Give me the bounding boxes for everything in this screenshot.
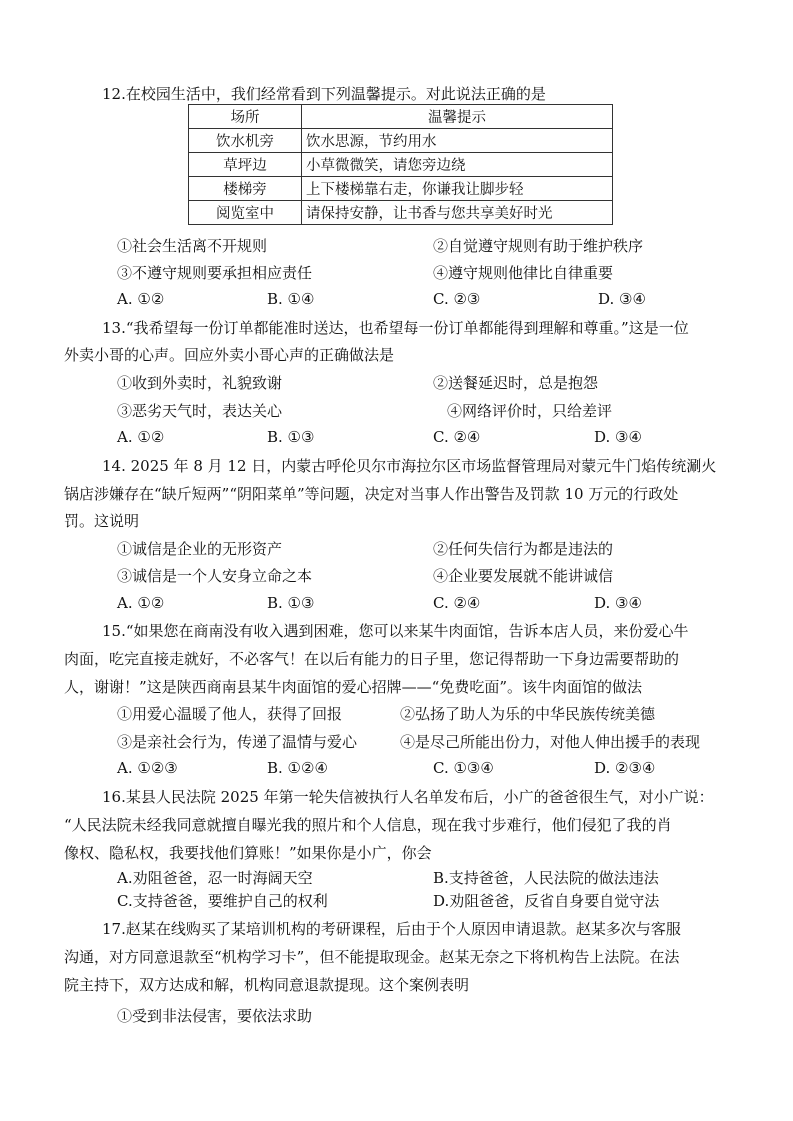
statement-3: ③不遵守规则要承担相应责任 <box>117 264 313 282</box>
table-cell: 上下楼梯靠右走，你谦我让脚步轻 <box>302 177 613 201</box>
statement-1: ①诚信是企业的无形资产 <box>117 540 283 558</box>
statement-2: ②自觉遵守规则有助于维护秩序 <box>433 237 644 255</box>
choice-b: B. ①④ <box>267 290 315 308</box>
choice-b: B.支持爸爸，人民法院的做法违法 <box>433 869 659 887</box>
statement-3: ③恶劣天气时，表达关心 <box>117 402 283 420</box>
choice-d: D. ②③④ <box>594 759 656 777</box>
choice-b: B. ①②④ <box>267 759 328 777</box>
table-header-row <box>189 105 613 129</box>
statement-4: ④遵守规则他律比自律重要 <box>433 264 614 282</box>
choice-d: D. ③④ <box>598 290 646 308</box>
choice-c: C. ②④ <box>433 428 481 446</box>
question-15-stem: 15.“如果您在商南没有收入遇到困难，您可以来某牛肉面馆，告诉本店人员，来份爱心牛 <box>102 622 689 640</box>
statement-4: ④是尽己所能出份力，对他人伸出援手的表现 <box>400 733 701 751</box>
question-13-stem: 13.“我希望每一份订单都能准时送达，也希望每一份订单都能得到理解和尊重。”这是一位 <box>102 319 689 337</box>
table-cell: 饮水思源，节约用水 <box>302 129 613 153</box>
question-15-stem-cont: 人，谢谢！”这是陕西商南县某牛肉面馆的爱心招牌——“免费吃面”。该牛肉面馆的做法 <box>64 678 643 696</box>
choice-c: C. ②③ <box>433 290 481 308</box>
choice-c: C. ②④ <box>433 594 481 612</box>
choice-c: C.支持爸爸，要维护自己的权利 <box>117 892 328 910</box>
question-12-stem: 12.在校园生活中，我们经常看到下列温馨提示。对此说法正确的是 <box>102 85 546 103</box>
choice-d: D. ③④ <box>594 594 642 612</box>
question-15-stem-cont: 肉面，吃完直接走就好，不必客气！在以后有能力的日子里，您记得帮助一下身边需要帮助的 <box>64 650 680 668</box>
statement-2: ②任何失信行为都是违法的 <box>433 540 614 558</box>
statement-2: ②送餐延迟时，总是抱怨 <box>433 374 599 392</box>
question-14-stem-cont: 锅店涉嫌存在“缺斤短两”“阴阳菜单”等问题，决定对当事人作出警告及罚款 10 万元的行政处 <box>64 485 679 503</box>
choice-a: A. ①② <box>117 290 165 308</box>
question-17-stem-cont: 沟通，对方同意退款至“机构学习卡”，但不能提取现金。赵某无奈之下将机构告上法院。在法 <box>64 948 680 966</box>
question-13-stem-cont: 外卖小哥的心声。回应外卖小哥心声的正确做法是 <box>64 346 395 364</box>
table-cell: 请保持安静，让书香与您共享美好时光 <box>302 201 613 225</box>
question-16-stem-cont: 像权、隐私权，我要找他们算账！”如果你是小广，你会 <box>64 844 432 862</box>
question-16-stem: 16.某县人民法院 2025 年第一轮失信被执行人名单发布后，小广的爸爸很生气，对小广说： <box>102 788 714 806</box>
table-row <box>189 129 613 153</box>
tips-table <box>188 104 613 225</box>
table-row <box>189 153 613 177</box>
statement-3: ③是亲社会行为，传递了温情与爱心 <box>117 733 358 751</box>
table-cell: 饮水机旁 <box>189 129 302 153</box>
choice-a: A. ①② <box>117 428 165 446</box>
table-cell: 小草微微笑，请您旁边绕 <box>302 153 613 177</box>
table-row <box>189 177 613 201</box>
choice-b: B. ①③ <box>267 594 315 612</box>
statement-4: ④网络评价时，只给差评 <box>447 402 613 420</box>
choice-a: A. ①②③ <box>117 759 178 777</box>
table-header: 场所 <box>189 105 302 129</box>
statement-3: ③诚信是一个人安身立命之本 <box>117 567 313 585</box>
choice-a: A. ①② <box>117 594 165 612</box>
table-cell: 草坪边 <box>189 153 302 177</box>
choice-a: A.劝阻爸爸，忍一时海阔天空 <box>117 869 313 887</box>
table-row <box>189 201 613 225</box>
question-17-stem: 17.赵某在线购买了某培训机构的考研课程，后由于个人原因申请退款。赵某多次与客服 <box>102 920 681 938</box>
choice-d: D.劝阻爸爸，反省自身要自觉守法 <box>433 892 660 910</box>
table-cell: 阅览室中 <box>189 201 302 225</box>
question-17-stem-cont: 院主持下，双方达成和解，机构同意退款提现。这个案例表明 <box>64 976 470 994</box>
statement-1: ①用爱心温暖了他人，获得了回报 <box>117 705 343 723</box>
statement-1: ①收到外卖时，礼貌致谢 <box>117 374 283 392</box>
choice-c: C. ①③④ <box>433 759 494 777</box>
question-14-stem: 14. 2025 年 8 月 12 日，内蒙古呼伦贝尔市海拉尔区市场监督管理局对蒙元牛门焰传统涮火 <box>102 457 717 475</box>
statement-1: ①受到非法侵害，要依法求助 <box>117 1007 313 1025</box>
question-16-stem-cont: “人民法院未经我同意就擅自曝光我的照片和个人信息，现在我寸步难行，他们侵犯了我的肖 <box>64 816 672 834</box>
table-header: 温馨提示 <box>302 105 613 129</box>
question-14-stem-cont: 罚。这说明 <box>64 512 140 530</box>
table-cell: 楼梯旁 <box>189 177 302 201</box>
choice-d: D. ③④ <box>594 428 642 446</box>
statement-2: ②弘扬了助人为乐的中华民族传统美德 <box>400 705 656 723</box>
statement-4: ④企业要发展就不能讲诚信 <box>433 567 614 585</box>
choice-b: B. ①③ <box>267 428 315 446</box>
statement-1: ①社会生活离不开规则 <box>117 237 268 255</box>
